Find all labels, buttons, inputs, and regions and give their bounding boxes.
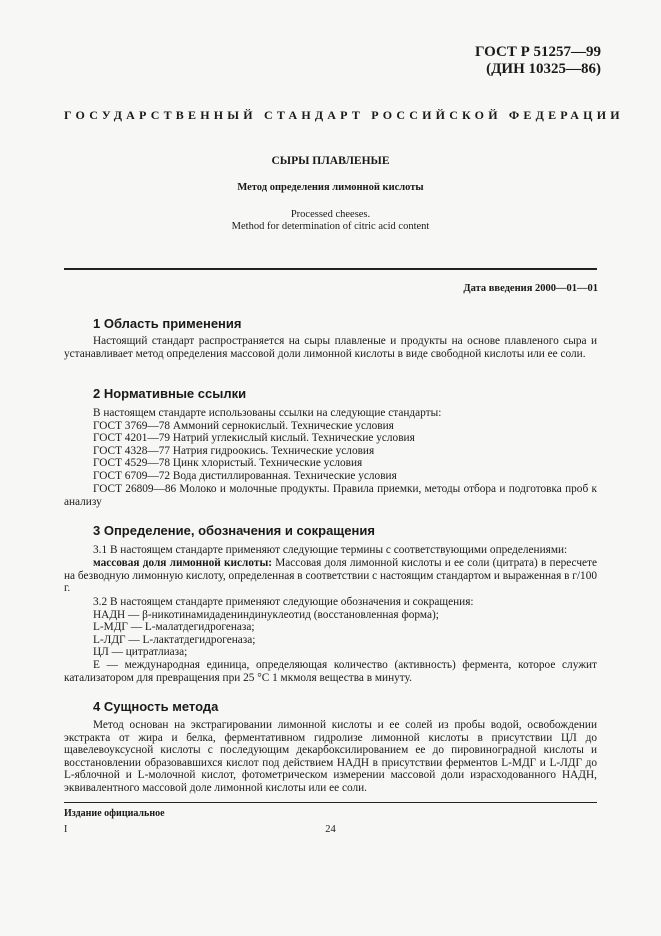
reference-item: ГОСТ 4529—78 Цинк хлористый. Технические условия: [93, 457, 363, 469]
term-label: массовая доля лимонной кислоты:: [93, 557, 273, 569]
section-3-heading: 3 Определение, обозначения и сокращения: [93, 523, 375, 538]
effective-date: Дата введения 2000—01—01: [463, 283, 598, 294]
footer-divider: [64, 802, 597, 803]
reference-item: ГОСТ 4201—79 Натрий углекислый кислый. Технические условия: [93, 432, 415, 444]
page-number: 24: [325, 824, 336, 835]
term-definition-text: Массовая доля лимонной кислоты и ее соли (цитрата) в пересчете на безводную лимонную кислоту, определенная в соответствии с настоящим стандартом и выраженная в г/100 г.: [64, 557, 597, 595]
section-4-heading: 4 Сущность метода: [93, 699, 219, 714]
state-standard-banner: ГОСУДАРСТВЕННЫЙ СТАНДАРТ РОССИЙСКОЙ ФЕДЕРАЦИИ: [64, 108, 624, 122]
gost-designation: [475, 44, 601, 78]
abbreviation-item: L-МДГ — L-малатдегидрогеназа;: [93, 621, 255, 633]
roman-numeral: I: [64, 824, 68, 835]
official-edition-note: Издание официальное: [64, 808, 165, 819]
abbreviation-item: НАДН — β-никотинамидадениндинуклеотид (восстановленная форма);: [93, 609, 439, 621]
section-2-intro: В настоящем стандарте использованы ссылки на следующие стандарты:: [93, 407, 442, 419]
section-1-text: Настоящий стандарт распространяется на сыры плавленые и продукты на основе плавленого сыра и устанавливает метод определения массовой доли лимонной кислоты в виде свободной кислоты или ее соли.: [64, 335, 597, 360]
din-number: (ДИН 10325—86): [486, 61, 601, 77]
clause-3-1: 3.1 В настоящем стандарте применяют следующие термины с соответствующими определениями:: [93, 544, 568, 556]
section-4-text: Метод основан на экстрагировании лимонной кислоты и ее солей из пробы водой, освобождении экстракта от жира и белка, ферментативном гидролизе лимонной кислоты в присутствии ЦЛ до щавелевоуксусной кислоты с последующим декарбоксилированием ее до пировиноградной кислоты и восстановлении образовавшихся кислот под действием НАДН в присутствии ферментов L-МДГ и L-ЛДГ до L-яблочной и L-молочной кислот, фотометрическом измерении массовой доли израсходованного НАДН, эквивалентного массовой доле лимонной кислоты или ее соли.: [64, 719, 597, 794]
english-subtitle: Method for determination of citric acid content: [231, 221, 430, 232]
english-title: Processed cheeses.: [290, 209, 371, 220]
reference-item: ГОСТ 6709—72 Вода дистиллированная. Технические условия: [93, 470, 397, 482]
english-title-block: [0, 209, 661, 233]
document-title: СЫРЫ ПЛАВЛЕНЫЕ: [271, 155, 390, 167]
gost-number: ГОСТ Р 51257—99: [474, 44, 601, 60]
unit-definition: Е — международная единица, определяющая количество (активность) фермента, которое служит катализатором для превращения при 25 °С 1 мкмоля вещества в минуту.: [64, 659, 597, 684]
abbreviation-item: L-ЛДГ — L-лактатдегидрогеназа;: [93, 634, 256, 646]
term-definition: [64, 557, 597, 595]
header-divider: [64, 268, 597, 270]
clause-3-2: 3.2 В настоящем стандарте применяют следующие обозначения и сокращения:: [93, 596, 474, 608]
abbreviation-item: ЦЛ — цитратлиаза;: [93, 646, 188, 658]
document-subtitle: Метод определения лимонной кислоты: [237, 182, 424, 193]
section-2-heading: 2 Нормативные ссылки: [93, 386, 247, 401]
reference-item: ГОСТ 3769—78 Аммоний сернокислый. Технические условия: [93, 420, 394, 432]
reference-item: ГОСТ 4328—77 Натрия гидроокись. Технические условия: [93, 445, 375, 457]
reference-item-last: ГОСТ 26809—86 Молоко и молочные продукты. Правила приемки, методы отбора и подготовка проб к анализу: [64, 483, 597, 508]
section-1-heading: 1 Область применения: [93, 316, 242, 331]
